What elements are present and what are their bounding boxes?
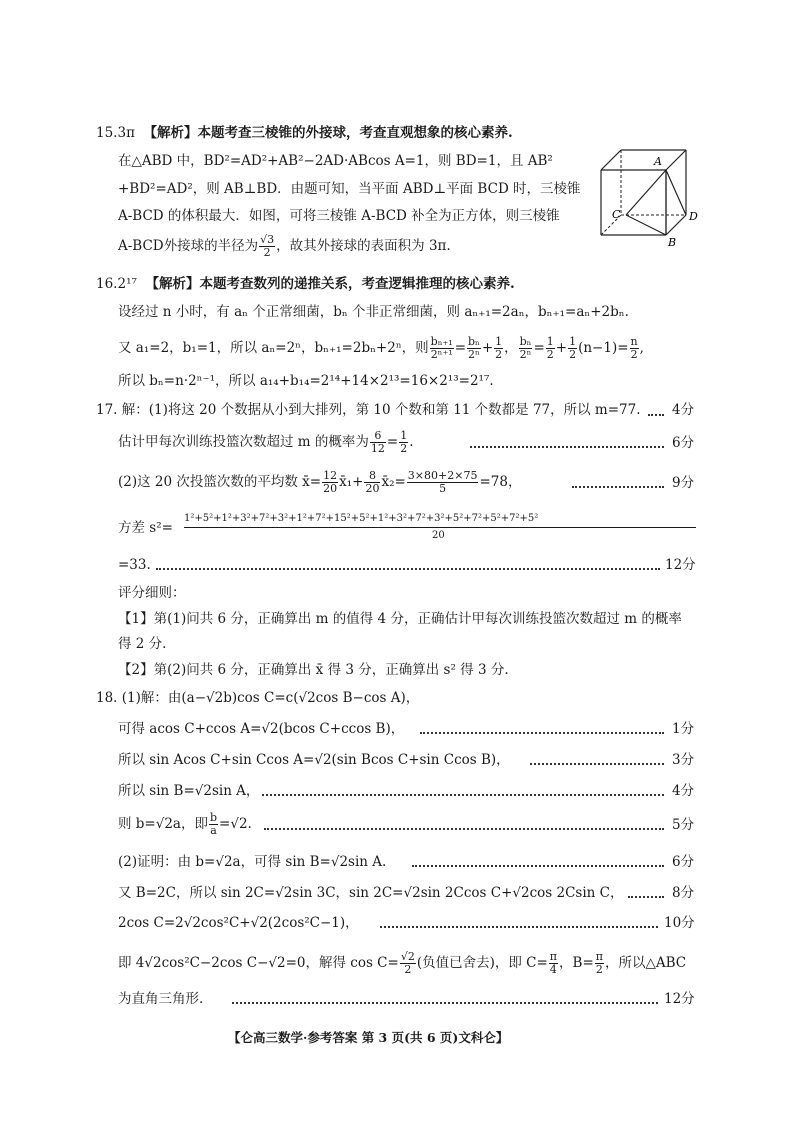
q18-line-6: (2)证明：由 b=√2a，可得 sin B=√2sin A. [118, 854, 387, 870]
cube-edge [666, 150, 686, 170]
q15-header [96, 124, 513, 142]
fraction [399, 430, 408, 455]
q18-line-3: 所以 sin Acos C+sin Ccos A=√2(sin Bcos C+sin Ccos B)， [118, 752, 510, 768]
q16-header [96, 275, 515, 293]
fraction-numerator: √3 [260, 233, 275, 246]
op: = [533, 340, 545, 356]
q15-analysis-title: 【解析】本题考查三棱锥的外接球，考查直观想象的核心素养. [143, 125, 513, 141]
fraction-denominator: 2 [263, 246, 271, 259]
fraction-numerator: 1 [546, 335, 554, 348]
q16-text: 又 a₁=2，b₁=1，所以 aₙ=2ⁿ，bₙ₊₁=2bₙ+2ⁿ，则 [118, 340, 429, 356]
fraction-numerator: π [549, 950, 558, 963]
score: 6分 [672, 854, 695, 870]
fraction [630, 336, 639, 361]
q18-line-2: 可得 acos C+ccos A=√2(bcos C+ccos B)， [118, 721, 405, 737]
q16-line-3: 所以 bₙ=n·2ⁿ⁻¹，所以 a₁₄+b₁₄=2¹⁴+14×2¹³=16×2¹³=2¹⁷. [118, 373, 494, 389]
dotted-leader [262, 792, 664, 796]
fraction [549, 951, 558, 976]
fraction-denominator: a [210, 824, 217, 837]
q15-surface-text: ，故其外接球的表面积为 3π. [276, 238, 451, 254]
q17-prob-text: 估计甲每次训练投篮次数超过 m 的概率为 [118, 434, 369, 450]
rule-1-line-1: 【1】第(1)问共 6 分，正确算出 m 的值得 4 分，正确估计甲每次训练投篮次数超过 m 的概率 [118, 611, 682, 627]
fraction-denominator: 2 [400, 442, 408, 455]
page-footer: 【仑高三数学·参考答案 第 3 页(共 6 页)文科仑】 [228, 1030, 509, 1045]
op: (n−1)= [578, 340, 629, 356]
label-b: B [668, 236, 677, 249]
rule-2: 【2】第(2)问共 6 分，正确算出 x̄ 得 3 分，正确算出 s² 得 3 分. [118, 662, 509, 678]
tetra-edge [626, 215, 666, 235]
score: 8分 [672, 885, 695, 901]
q15-radius-text: A-BCD外接球的半径为 [118, 238, 259, 254]
dotted-leader [380, 924, 658, 928]
cube-edge [601, 150, 621, 170]
dotted-leader [530, 761, 664, 765]
q17-variance-result: =33. [118, 557, 151, 573]
fraction-numerator: b [210, 811, 218, 824]
op: x̄₁+ [339, 474, 364, 490]
op: ， [504, 340, 518, 356]
fraction [519, 336, 533, 361]
op: = [386, 434, 399, 450]
op: + [481, 340, 494, 356]
score: 12分 [664, 991, 695, 1007]
score: 10分 [664, 915, 695, 931]
q15-line-4 [118, 234, 451, 259]
fraction [209, 812, 218, 837]
fraction-denominator: 2 [630, 348, 638, 361]
fraction-denominator: 5 [439, 482, 447, 495]
op: x̄₂= [381, 474, 406, 490]
q15-number: 15. [96, 125, 118, 141]
fraction-denominator: 2 [546, 348, 554, 361]
score: 9分 [672, 475, 695, 491]
variance-fraction-bar [184, 527, 696, 528]
fraction-numerator: 12 [323, 469, 338, 482]
q15-line-3: A-BCD 的体积最大．如图，可将三棱锥 A-BCD 补全为正方体，则三棱锥 [118, 208, 560, 224]
variance-numerator: 1²+5²+1²+3²+7²+3²+1²+7²+15²+5²+1²+3²+7²+3²+5²+7²+5²+7²+5² [184, 513, 539, 524]
q18-text: 则 b=√2a，即 [118, 816, 208, 832]
score: 4分 [672, 402, 695, 418]
radius-fraction [259, 234, 275, 259]
fraction [568, 336, 577, 361]
fraction-numerator: bₙ [519, 335, 532, 348]
fraction [364, 470, 380, 495]
score: 6分 [672, 435, 695, 451]
fraction-denominator: 2ⁿ⁺¹ [430, 348, 453, 361]
fraction-denominator: 2 [595, 963, 603, 976]
fraction-numerator: bₙ₊₁ [430, 335, 453, 348]
fraction-numerator: 1 [400, 429, 408, 442]
q18-line-4: 所以 sin B=√2sin A， [118, 783, 260, 799]
fraction [322, 470, 338, 495]
score: 1分 [672, 721, 695, 737]
rule-1-line-2: 得 2 分. [118, 636, 167, 652]
op: =78， [479, 474, 522, 490]
score: 5分 [672, 817, 695, 833]
q17-mean-text: (2)这 20 次投篮次数的平均数 x̄= [118, 474, 322, 490]
fraction [467, 336, 481, 361]
q18-text: =√2. [219, 816, 252, 832]
dotted-leader [572, 484, 664, 488]
q16-analysis-title: 【解析】本题考查数列的递推关系，考查逻辑推理的核心素养. [145, 276, 515, 292]
q18-line-8: 2cos C=2√2cos²C+√2(2cos²C−1)， [118, 915, 359, 931]
fraction-denominator: 2 [569, 348, 577, 361]
fraction-denominator: 4 [549, 963, 557, 976]
fraction-denominator: 12 [370, 442, 385, 455]
variance-denominator: 20 [432, 530, 445, 541]
q18-line-1: 18. (1)解：由(a−√2b)cos C=c(√2cos B−cos A)， [96, 690, 420, 706]
fraction [595, 951, 604, 976]
dotted-leader [264, 826, 664, 830]
op: + [555, 340, 568, 356]
tetra-edge [626, 170, 666, 215]
q17-line-2 [118, 430, 414, 455]
q16-number: 16. [96, 276, 118, 292]
fraction-denominator: 2ⁿ [519, 348, 532, 361]
cube-edge [666, 215, 686, 235]
fraction [370, 430, 386, 455]
fraction [400, 951, 416, 976]
label-a: A [654, 155, 662, 168]
dotted-leader [420, 730, 664, 734]
q18-text: ，所以△ABC [605, 955, 687, 971]
score: 12分 [665, 557, 696, 573]
q18-line-7: 又 B=2C，所以 sin 2C=√2sin 3C，sin 2C=√2sin 2Ccos C+√2cos 2Csin C， [118, 885, 624, 901]
fraction-numerator: 1 [495, 335, 503, 348]
q15-line-1: 在△ABD 中，BD²=AD²+AB²−2AD·ABcos A=1，则 BD=1，且 AB² [118, 153, 553, 169]
q17-variance-label: 方差 s²= [118, 520, 173, 536]
q18-line-5 [118, 812, 252, 837]
fraction [430, 336, 454, 361]
q18-text: ，B= [559, 955, 594, 971]
q16-line-2 [118, 336, 644, 361]
fraction-numerator: 8 [364, 470, 380, 483]
fraction-denominator: 2 [404, 963, 412, 976]
q18-line-10: 为直角三角形. [118, 991, 204, 1007]
dotted-leader [628, 894, 664, 898]
fraction [407, 470, 479, 495]
fraction-numerator: 3×80+2×75 [407, 469, 478, 482]
fraction-numerator: 1 [569, 335, 577, 348]
tetra-edge [666, 170, 686, 215]
cube-figure [596, 140, 706, 250]
op: , [639, 340, 644, 356]
dotted-leader [470, 444, 664, 448]
fraction [546, 336, 555, 361]
fraction-denominator: 2ⁿ [468, 348, 480, 361]
dotted-leader [232, 1000, 658, 1004]
q18-line-9 [118, 951, 686, 976]
q17-line-3 [118, 470, 521, 495]
score: 3分 [672, 752, 695, 768]
rules-title: 评分细则： [118, 585, 186, 601]
fraction-numerator: π [595, 950, 603, 963]
fraction-numerator: 6 [370, 430, 386, 443]
score: 4分 [672, 783, 695, 799]
q18-text: 即 4√2cos²C−2cos C−√2=0，解得 cos C= [118, 955, 399, 971]
q18-text: (负值已舍去)，即 C= [416, 955, 548, 971]
fraction-numerator: bₙ [468, 335, 480, 348]
fraction-numerator: n [630, 335, 638, 348]
dotted-leader [412, 863, 664, 867]
q15-answer: 3π [117, 125, 135, 141]
q16-line-1: 设经过 n 小时，有 aₙ 个正常细菌，bₙ 个非正常细菌，则 aₙ₊₁=2aₙ，bₙ₊₁=aₙ+2bₙ. [118, 304, 629, 320]
fraction-numerator: √2 [400, 950, 415, 963]
fraction-denominator: 20 [365, 482, 380, 495]
label-c: C [612, 208, 621, 221]
dotted-leader [648, 412, 664, 416]
dotted-leader [156, 566, 660, 570]
label-d: D [689, 210, 698, 223]
q17-line-1: 17. 解：(1)将这 20 个数据从小到大排列，第 10 个数和第 11 个数都是 77，所以 m=77. [96, 402, 641, 418]
fraction [494, 336, 503, 361]
q15-line-2: +BD²=AD²，则 AB⊥BD．由题可知，当平面 ABD⊥平面 BCD 时，三棱锥 [118, 181, 581, 197]
q16-answer: 2¹⁷ [117, 276, 137, 292]
op: . [409, 434, 414, 450]
fraction-denominator: 2 [495, 348, 503, 361]
op: = [454, 340, 467, 356]
fraction-denominator: 20 [323, 482, 338, 495]
